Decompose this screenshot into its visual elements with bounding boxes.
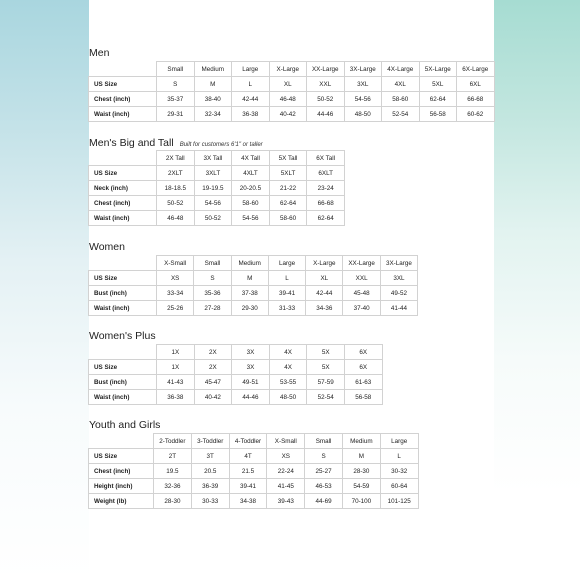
table-cell: 41-43 <box>157 375 195 390</box>
table-cell: 60-62 <box>457 107 495 122</box>
table-cell: 44-69 <box>305 494 343 509</box>
table-cell: 30-32 <box>380 464 418 479</box>
row-label: US Size <box>89 360 157 375</box>
section-title-text: Women's Plus <box>89 330 156 342</box>
table-cell: 37-40 <box>343 301 380 316</box>
table-cell: 32-36 <box>154 479 192 494</box>
table-cell: 54-59 <box>342 479 380 494</box>
table-cell: 61-63 <box>344 375 382 390</box>
table-cell: XL <box>306 271 343 286</box>
table-cell: 23-24 <box>307 181 345 196</box>
youth-girls-title <box>89 419 160 431</box>
row-label: Waist (inch) <box>89 211 157 226</box>
men-size-table <box>88 61 495 122</box>
table-cell: 3T <box>191 449 229 464</box>
table-cell: 32-34 <box>194 107 232 122</box>
table-cell: 21-22 <box>269 181 307 196</box>
table-cell: L <box>380 449 418 464</box>
column-header: Large <box>380 434 418 449</box>
table-cell: 29-30 <box>231 301 268 316</box>
table-cell: 57-59 <box>307 375 345 390</box>
table-cell: 45-47 <box>194 375 232 390</box>
table-row <box>89 464 419 479</box>
mens-big-tall-size-table <box>88 150 345 226</box>
table-cell: 27-28 <box>194 301 231 316</box>
column-header: Small <box>305 434 343 449</box>
table-cell: 54-56 <box>232 211 270 226</box>
table-row <box>89 494 419 509</box>
table-cell: 56-58 <box>344 390 382 405</box>
table-row <box>89 375 383 390</box>
youth-girls-size-table <box>88 433 419 509</box>
womens-plus-size-table <box>88 344 383 405</box>
corner-cell <box>89 434 154 449</box>
column-header: Small <box>194 256 231 271</box>
row-label: Waist (inch) <box>89 390 157 405</box>
table-cell: 2X <box>194 360 232 375</box>
column-header: 2X Tall <box>157 151 195 166</box>
table-cell: 31-33 <box>268 301 305 316</box>
table-header-row <box>89 62 495 77</box>
table-cell: 4XL <box>382 77 420 92</box>
column-header: X-Small <box>157 256 194 271</box>
table-cell: 39-41 <box>229 479 267 494</box>
column-header: 6X-Large <box>457 62 495 77</box>
table-cell: 44-46 <box>232 390 270 405</box>
table-cell: 30-33 <box>191 494 229 509</box>
row-label: US Size <box>89 166 157 181</box>
mens-big-tall-title <box>89 137 263 149</box>
table-row <box>89 360 383 375</box>
table-cell: 18-18.5 <box>157 181 195 196</box>
table-cell: 5XLT <box>269 166 307 181</box>
table-row <box>89 92 495 107</box>
section-title-text: Women <box>89 241 125 253</box>
section-title-text: Men's Big and Tall <box>89 137 174 149</box>
table-cell: M <box>194 77 232 92</box>
table-cell: 1X <box>157 360 195 375</box>
column-header: 6X Tall <box>307 151 345 166</box>
table-cell: 28-30 <box>342 464 380 479</box>
table-cell: 38-40 <box>194 92 232 107</box>
table-cell: XXL <box>307 77 345 92</box>
table-cell: 52-54 <box>307 390 345 405</box>
column-header: 3X Tall <box>194 151 232 166</box>
table-cell: 35-37 <box>157 92 195 107</box>
table-cell: 50-52 <box>307 92 345 107</box>
table-cell: 21.5 <box>229 464 267 479</box>
table-cell: 66-68 <box>457 92 495 107</box>
table-cell: 6XLT <box>307 166 345 181</box>
column-header: 4X <box>269 345 307 360</box>
column-header: 4-Toddler <box>229 434 267 449</box>
column-header: 5X <box>307 345 345 360</box>
column-header: Large <box>232 62 270 77</box>
table-row <box>89 301 418 316</box>
table-cell: 60-64 <box>380 479 418 494</box>
section-note: Built for customers 6'1" or taller <box>179 142 263 148</box>
column-header: X-Large <box>306 256 343 271</box>
column-header: 1X <box>157 345 195 360</box>
table-cell: 3XL <box>344 77 382 92</box>
column-header: 3X <box>232 345 270 360</box>
column-header: Medium <box>194 62 232 77</box>
table-cell: 35-36 <box>194 286 231 301</box>
table-cell: 50-52 <box>157 196 195 211</box>
table-cell: 46-48 <box>269 92 307 107</box>
table-cell: 4T <box>229 449 267 464</box>
table-cell: 41-44 <box>380 301 417 316</box>
table-cell: 25-26 <box>157 301 194 316</box>
table-cell: 4XLT <box>232 166 270 181</box>
table-cell: 3XL <box>380 271 417 286</box>
row-label: Neck (inch) <box>89 181 157 196</box>
table-cell: S <box>194 271 231 286</box>
table-header-row <box>89 434 419 449</box>
column-header: 4X-Large <box>382 62 420 77</box>
row-label: US Size <box>89 77 157 92</box>
table-row <box>89 181 345 196</box>
table-cell: 2XLT <box>157 166 195 181</box>
column-header: Medium <box>342 434 380 449</box>
table-cell: 46-48 <box>157 211 195 226</box>
table-cell: 20.5 <box>191 464 229 479</box>
table-cell: 53-55 <box>269 375 307 390</box>
table-cell: S <box>305 449 343 464</box>
table-cell: S <box>157 77 195 92</box>
table-cell: 4X <box>269 360 307 375</box>
column-header: 2-Toddler <box>154 434 192 449</box>
table-cell: 37-38 <box>231 286 268 301</box>
row-label: Waist (inch) <box>89 301 157 316</box>
column-header: Small <box>157 62 195 77</box>
table-cell: 62-64 <box>307 211 345 226</box>
corner-cell <box>89 62 157 77</box>
table-cell: L <box>232 77 270 92</box>
row-label: Bust (inch) <box>89 375 157 390</box>
table-cell: 34-38 <box>229 494 267 509</box>
table-row <box>89 77 495 92</box>
column-header: 3-Toddler <box>191 434 229 449</box>
column-header: Large <box>268 256 305 271</box>
table-cell: 48-50 <box>269 390 307 405</box>
table-cell: 52-54 <box>382 107 420 122</box>
table-cell: XS <box>267 449 305 464</box>
column-header: 3X-Large <box>344 62 382 77</box>
women-size-table <box>88 255 418 316</box>
table-cell: 39-43 <box>267 494 305 509</box>
table-cell: 58-60 <box>382 92 420 107</box>
column-header: X-Large <box>269 62 307 77</box>
row-label: Bust (inch) <box>89 286 157 301</box>
table-cell: 39-41 <box>268 286 305 301</box>
table-cell: 40-42 <box>194 390 232 405</box>
table-cell: 41-45 <box>267 479 305 494</box>
table-cell: M <box>231 271 268 286</box>
table-cell: 42-44 <box>232 92 270 107</box>
section-title-text: Youth and Girls <box>89 419 161 431</box>
row-label: US Size <box>89 449 154 464</box>
section-title-text: Men <box>89 47 110 59</box>
table-cell: 58-60 <box>269 211 307 226</box>
table-row <box>89 196 345 211</box>
table-row <box>89 107 495 122</box>
table-cell: 40-42 <box>269 107 307 122</box>
table-cell: 62-64 <box>419 92 457 107</box>
table-cell: 36-38 <box>232 107 270 122</box>
row-label: US Size <box>89 271 157 286</box>
table-cell: 28-30 <box>154 494 192 509</box>
table-cell: 101-125 <box>380 494 418 509</box>
women-title <box>89 241 125 253</box>
table-row <box>89 271 418 286</box>
table-cell: 6XL <box>457 77 495 92</box>
table-row <box>89 286 418 301</box>
column-header: 2X <box>194 345 232 360</box>
table-cell: 36-38 <box>157 390 195 405</box>
column-header: X-Small <box>267 434 305 449</box>
row-label: Weight (lb) <box>89 494 154 509</box>
row-label: Chest (inch) <box>89 92 157 107</box>
column-header: 4X Tall <box>232 151 270 166</box>
row-label: Chest (inch) <box>89 464 154 479</box>
table-cell: 44-46 <box>307 107 345 122</box>
table-cell: 42-44 <box>306 286 343 301</box>
table-header-row <box>89 256 418 271</box>
table-cell: 45-48 <box>343 286 380 301</box>
table-cell: 5XL <box>419 77 457 92</box>
corner-cell <box>89 256 157 271</box>
column-header: 5X Tall <box>269 151 307 166</box>
table-cell: 2T <box>154 449 192 464</box>
table-cell: 54-56 <box>344 92 382 107</box>
table-header-row <box>89 151 345 166</box>
column-header: 3X-Large <box>380 256 417 271</box>
table-row <box>89 449 419 464</box>
background-left <box>0 0 90 580</box>
table-cell: 62-64 <box>269 196 307 211</box>
table-cell: 66-68 <box>307 196 345 211</box>
corner-cell <box>89 345 157 360</box>
column-header: 5X-Large <box>419 62 457 77</box>
row-label: Height (inch) <box>89 479 154 494</box>
table-row <box>89 211 345 226</box>
background-right <box>490 0 580 580</box>
table-cell: 46-53 <box>305 479 343 494</box>
table-cell: 3XLT <box>194 166 232 181</box>
table-cell: 58-60 <box>232 196 270 211</box>
table-cell: 48-50 <box>344 107 382 122</box>
table-cell: 49-51 <box>232 375 270 390</box>
row-label: Chest (inch) <box>89 196 157 211</box>
column-header: XX-Large <box>307 62 345 77</box>
womens-plus-title <box>89 330 156 342</box>
table-row <box>89 166 345 181</box>
table-cell: 49-52 <box>380 286 417 301</box>
table-cell: L <box>268 271 305 286</box>
table-cell: XXL <box>343 271 380 286</box>
table-cell: 19.5 <box>154 464 192 479</box>
table-cell: 22-24 <box>267 464 305 479</box>
table-cell: 33-34 <box>157 286 194 301</box>
table-header-row <box>89 345 383 360</box>
table-cell: 56-58 <box>419 107 457 122</box>
table-cell: 50-52 <box>194 211 232 226</box>
table-cell: 29-31 <box>157 107 195 122</box>
column-header: XX-Large <box>343 256 380 271</box>
table-cell: XS <box>157 271 194 286</box>
table-cell: 6X <box>344 360 382 375</box>
table-cell: XL <box>269 77 307 92</box>
table-cell: 3X <box>232 360 270 375</box>
men-title <box>89 47 109 59</box>
table-cell: 5X <box>307 360 345 375</box>
row-label: Waist (inch) <box>89 107 157 122</box>
table-cell: 34-36 <box>306 301 343 316</box>
table-row <box>89 479 419 494</box>
table-cell: 20-20.5 <box>232 181 270 196</box>
table-cell: 25-27 <box>305 464 343 479</box>
corner-cell <box>89 151 157 166</box>
table-cell: 19-19.5 <box>194 181 232 196</box>
table-cell: 36-39 <box>191 479 229 494</box>
table-cell: M <box>342 449 380 464</box>
column-header: 6X <box>344 345 382 360</box>
table-row <box>89 390 383 405</box>
table-cell: 54-56 <box>194 196 232 211</box>
table-cell: 70-100 <box>342 494 380 509</box>
column-header: Medium <box>231 256 268 271</box>
